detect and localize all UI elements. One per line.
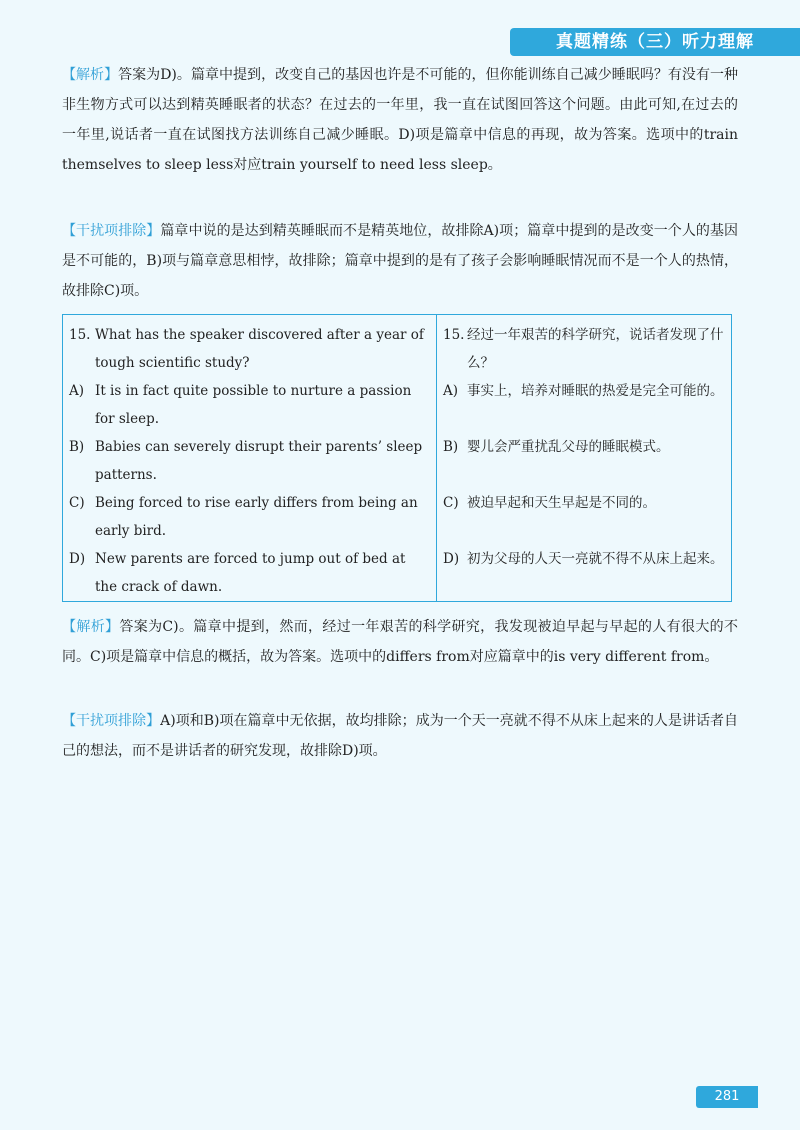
- distractor-label: 【干扰项排除】: [62, 223, 161, 239]
- distractor-text: 篇章中说的是达到精英睡眠而不是精英地位，故排除A)项；篇章中提到的是改变一个人的基因是不可能的，B)项与篇章意思相悖，故排除；篇章中提到的是有了孩子会影响睡眠情况而不是一个人的热情，故排除C)项。: [62, 223, 739, 299]
- analysis-label: 【解析】: [62, 619, 120, 635]
- analysis-paragraph-1: [62, 60, 738, 180]
- option-row-b: B) Babies can severely disrupt their parents’ sleep patterns.: [69, 439, 423, 483]
- distractor-label: 【干扰项排除】: [62, 713, 161, 729]
- page-number-badge: [696, 1086, 758, 1108]
- section-header: [510, 28, 800, 56]
- analysis-text: 答案为C)。篇章中提到，然而，经过一年艰苦的科学研究，我发现被迫早起与早起的人有很大的不同。C)项是篇章中信息的概括，故为答案。选项中的differs from对应篇章中的is very different from。: [62, 619, 739, 665]
- option-row-b-zh: B) 婴儿会严重扰乱父母的睡眠模式。: [443, 439, 670, 455]
- question-table: [62, 314, 732, 602]
- distractor-paragraph-2: [62, 706, 738, 766]
- distractor-text: A)项和B)项在篇章中无依据，故均排除；成为一个天一亮就不得不从床上起来的人是讲话者自己的想法，而不是讲话者的研究发现，故排除D)项。: [62, 713, 739, 759]
- analysis-text: 答案为D)。篇章中提到，改变自己的基因也许是不可能的，但你能训练自己减少睡眠吗？有没有一种非生物方式可以达到精英睡眠者的状态？在过去的一年里，我一直在试图回答这个问题。由此可知,在过去的一年里,说话者一直在试图找方法训练自己减少睡眠。D)项是篇章中信息的再现，故为答案。选项中的train themselves to sleep less对应train yourself to need less sleep。: [62, 67, 739, 173]
- option-row-c: C) Being forced to rise early differs from being an early bird.: [69, 495, 418, 539]
- page-number: 281: [714, 1089, 740, 1104]
- analysis-label: 【解析】: [62, 67, 119, 83]
- question-chinese-column: [437, 315, 731, 601]
- distractor-paragraph-1: [62, 216, 738, 306]
- question-english-column: [63, 315, 437, 601]
- option-row-a: A) It is in fact quite possible to nurture a passion for sleep.: [69, 383, 412, 427]
- option-row-c-zh: C) 被迫早起和天生早起是不同的。: [443, 495, 656, 511]
- question-row: 15. What has the speaker discovered after a year of tough scientific study?: [69, 327, 424, 371]
- question-row-zh: 15. 经过一年艰苦的科学研究，说话者发现了什么？: [443, 327, 724, 371]
- analysis-paragraph-2: [62, 612, 738, 672]
- section-title: 真题精练（三）听力理解: [556, 32, 754, 52]
- option-row-d-zh: D) 初为父母的人天一亮就不得不从床上起来。: [443, 551, 724, 567]
- option-row-a-zh: A) 事实上，培养对睡眠的热爱是完全可能的。: [443, 383, 724, 399]
- option-row-d: D) New parents are forced to jump out of bed at the crack of dawn.: [69, 551, 406, 595]
